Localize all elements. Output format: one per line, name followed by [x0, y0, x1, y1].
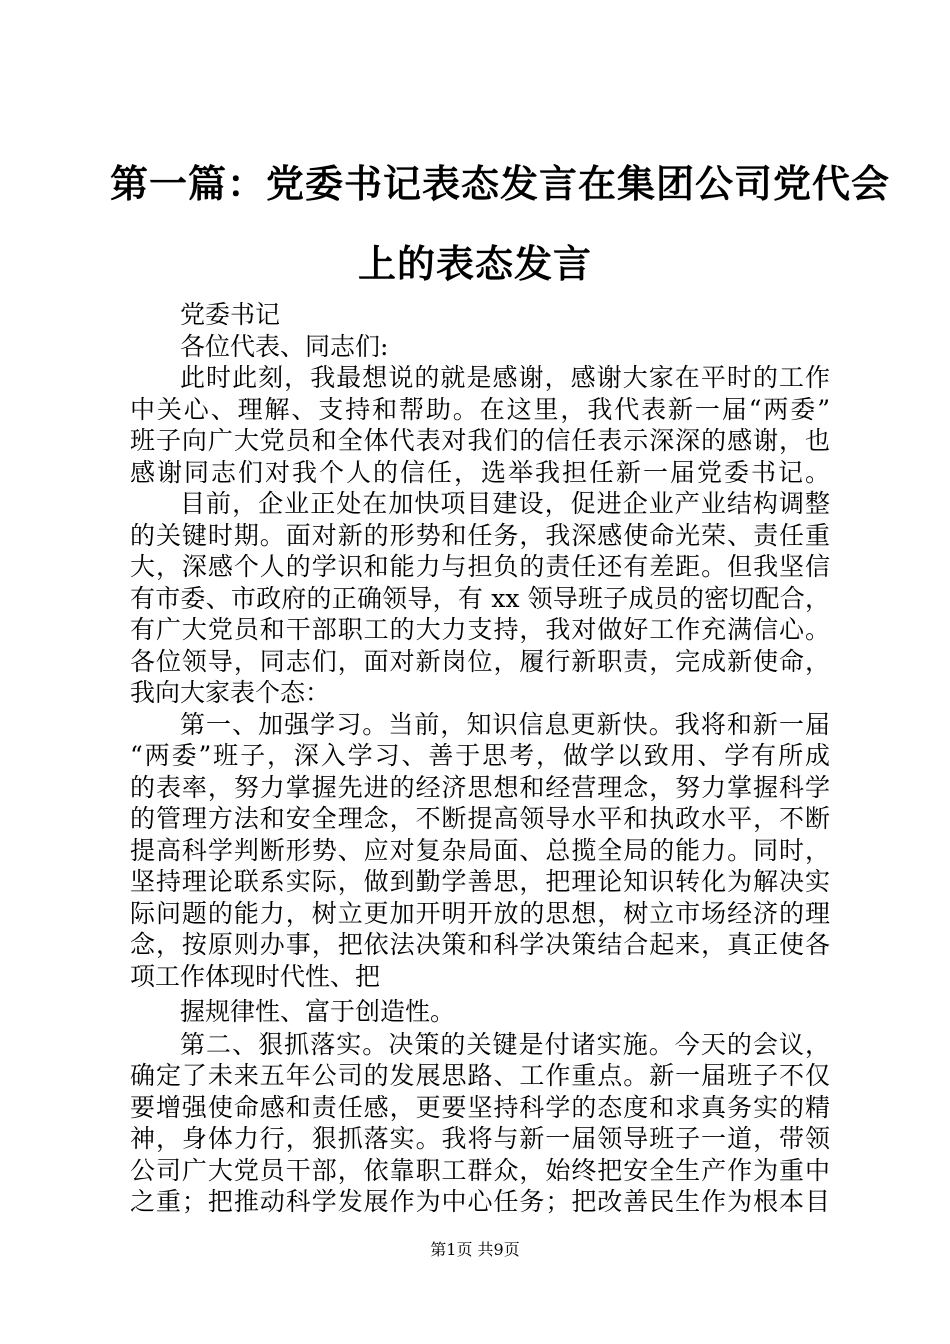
speaker-line: 党委书记: [180, 300, 281, 329]
body-line: 各位领导，同志们，面对新岗位，履行新职责，完成新使命，: [130, 647, 830, 676]
body-line: 项工作体现时代性、把: [130, 962, 381, 991]
body-line: 的管理方法和安全理念，不断提高领导水平和执政水平，不断: [130, 804, 830, 833]
salutation-line: 各位代表、同志们:: [180, 332, 389, 361]
body-line: 有广大党员和干部职工的大力支持，我对做好工作充满信心。: [130, 615, 830, 644]
body-line: 公司广大党员干部，依靠职工群众，始终把安全生产作为重中: [130, 1156, 830, 1185]
body-line: 此时此刻，我最想说的就是感谢，感谢大家在平时的工作: [180, 363, 830, 392]
body-line: 提高科学判断形势、应对复杂局面、总揽全局的能力。同时，: [130, 836, 830, 865]
document-title-line-1: 第一篇：党委书记表态发言在集团公司党代会: [110, 161, 891, 206]
body-line: “两委”班子，深入学习、善于思考，做学以致用、学有所成: [130, 741, 830, 770]
body-line: 确定了未来五年公司的发展思路、工作重点。新一届班子不仅: [130, 1061, 830, 1090]
body-line: 的表率，努力掌握先进的经济思想和经营理念，努力掌握科学: [130, 773, 830, 802]
body-line: 第一、加强学习。当前，知识信息更新快。我将和新一届: [180, 710, 830, 739]
body-line: 坚持理论联系实际，做到勤学善思，把理论知识转化为解决实: [130, 867, 830, 896]
body-line: 班子向广大党员和全体代表对我们的信任表示深深的感谢，也: [130, 426, 830, 455]
body-line: 中关心、理解、支持和帮助。在这里，我代表新一届“两委”: [130, 395, 830, 424]
body-line: 要增强使命感和责任感，更要坚持科学的态度和求真务实的精: [130, 1093, 830, 1122]
body-line: 际问题的能力，树立更加开明开放的思想，树立市场经济的理: [130, 899, 830, 928]
body-line: 目前，企业正处在加快项目建设，促进企业产业结构调整: [180, 489, 830, 518]
body-line: 神，身体力行，狠抓落实。我将与新一届领导班子一道，带领: [130, 1124, 830, 1153]
body-line: 大，深感个人的学识和能力与担负的责任还有差距。但我坚信: [130, 552, 830, 581]
document-title-line-2: 上的表态发言: [357, 241, 592, 286]
body-line: 的关键时期。面对新的形势和任务，我深感使命光荣、责任重: [130, 521, 830, 550]
body-line: 念，按原则办事，把依法决策和科学决策结合起来，真正使各: [130, 930, 830, 959]
body-line: 感谢同志们对我个人的信任，选举我担任新一届党委书记。: [130, 458, 830, 487]
body-line: 我向大家表个态：: [130, 678, 331, 707]
page-footer: 第1页 共9页: [430, 1240, 520, 1259]
body-line: 第二、狠抓落实。决策的关键是付诸实施。今天的会议，: [180, 1030, 830, 1059]
body-line: 握规律性、富于创造性。: [180, 997, 456, 1026]
body-line: 之重；把推动科学发展作为中心任务；把改善民生作为根本目: [130, 1187, 830, 1216]
body-line: 有市委、市政府的正确领导，有 xx 领导班子成员的密切配合，: [130, 584, 830, 613]
